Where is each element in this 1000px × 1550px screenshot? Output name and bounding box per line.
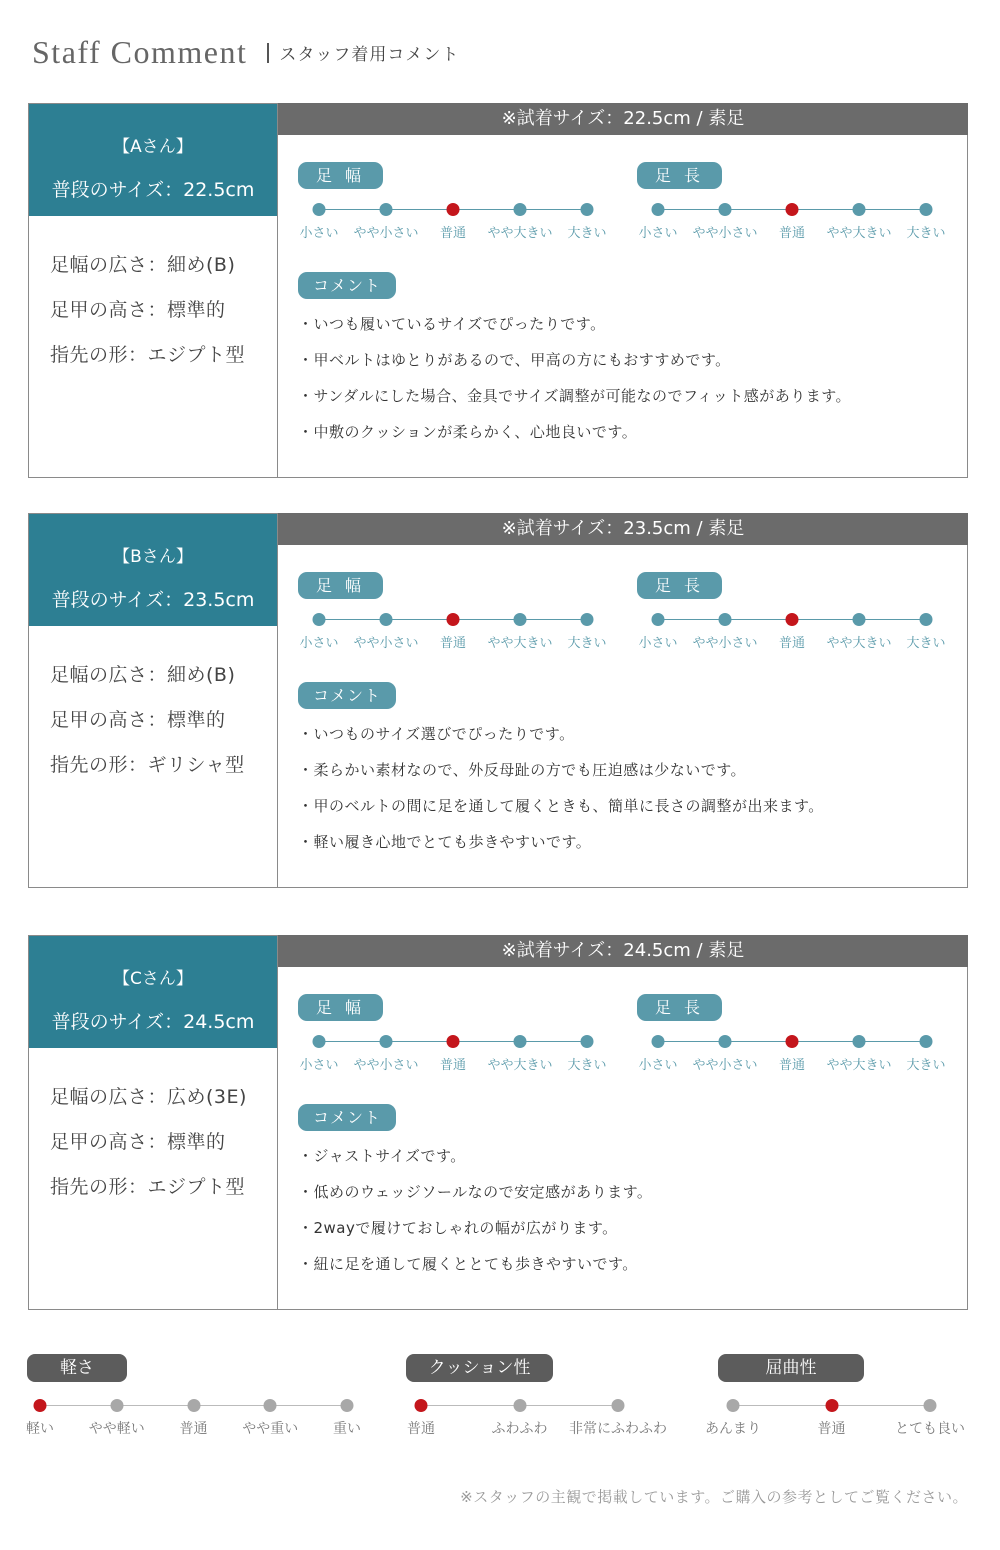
length-scale-dot <box>719 1035 732 1048</box>
width-scale-label: 小さい <box>299 226 339 241</box>
width-scale-dot <box>313 203 326 216</box>
width-scale-dot <box>447 203 460 216</box>
width-scale-label: やや小さい <box>353 636 419 651</box>
staff-card <box>28 513 968 888</box>
rating-scale-label: 普通 <box>407 1421 435 1437</box>
comment-item: ・低めのウェッジソールなので安定感があります。 <box>298 1183 653 1201</box>
length-scale <box>639 1035 949 1075</box>
length-scale-label: 小さい <box>638 636 678 651</box>
trial-size-bar: ※試着サイズ：22.5cm / 素足 <box>278 103 968 135</box>
rating-scale-label: とても良い <box>895 1421 965 1437</box>
staff-profile <box>29 514 278 887</box>
length-scale-dot <box>719 203 732 216</box>
staff-card <box>28 935 968 1310</box>
length-scale-label: 普通 <box>778 226 806 241</box>
length-scale-dot <box>652 1035 665 1048</box>
length-scale-dot <box>920 203 933 216</box>
length-scale-label: やや小さい <box>692 1058 758 1073</box>
length-scale-label: 普通 <box>778 1058 806 1073</box>
length-scale-dot <box>853 613 866 626</box>
width-scale-dot <box>380 203 393 216</box>
width-scale-label: 大きい <box>567 636 607 651</box>
width-scale-dot <box>581 203 594 216</box>
length-scale-dot <box>719 613 732 626</box>
length-scale-label: やや大きい <box>826 226 892 241</box>
rating-scale-label: ふわふわ <box>491 1421 548 1437</box>
staff-name: 【Aさん】 <box>113 137 193 157</box>
rating-title: 軽さ <box>27 1354 127 1382</box>
footnote: ※スタッフの主観で掲載しています。ご購入の参考としてご覧ください。 <box>460 1488 968 1506</box>
width-scale-label: 普通 <box>439 636 467 651</box>
rating-scale-label: やや軽い <box>88 1421 145 1437</box>
comment-list <box>298 1145 652 1289</box>
rating-scale-dot <box>825 1399 838 1412</box>
staff-badge <box>29 936 277 1048</box>
page-title: Staff Comment <box>32 34 248 70</box>
foot-spec: 指先の形：エジプト型 <box>50 1176 246 1198</box>
foot-spec: 足幅の広さ：広め(3E) <box>50 1086 247 1108</box>
width-scale-label: 小さい <box>299 636 339 651</box>
width-scale-label: やや小さい <box>353 1058 419 1073</box>
rating-scale-label: 普通 <box>817 1421 846 1437</box>
length-pill: 足 長 <box>637 994 722 1021</box>
comment-item: ・柔らかい素材なので、外反母趾の方でも圧迫感は少ないです。 <box>298 761 747 779</box>
comment-pill: コメント <box>298 1104 396 1131</box>
width-pill: 足 幅 <box>298 572 383 599</box>
length-scale <box>639 613 949 653</box>
width-scale-label: やや大きい <box>487 1058 553 1073</box>
length-scale-label: やや小さい <box>692 226 758 241</box>
staff-badge <box>29 104 277 216</box>
width-scale-dot <box>514 203 527 216</box>
staff-name: 【Bさん】 <box>113 547 193 567</box>
width-scale-label: やや小さい <box>353 226 419 241</box>
width-scale-dot <box>380 613 393 626</box>
length-scale-dot <box>652 613 665 626</box>
width-scale-label: 普通 <box>439 1058 467 1073</box>
fit-details <box>278 935 968 1308</box>
length-pill: 足 長 <box>637 162 722 189</box>
length-scale-dot <box>920 613 933 626</box>
width-scale-dot <box>447 1035 460 1048</box>
width-scale-dot <box>581 1035 594 1048</box>
comment-pill: コメント <box>298 682 396 709</box>
width-scale-label: やや大きい <box>487 636 553 651</box>
rating-title: クッション性 <box>406 1354 553 1382</box>
width-scale <box>300 203 610 243</box>
length-scale-label: 大きい <box>906 1058 946 1073</box>
width-pill: 足 幅 <box>298 994 383 1021</box>
length-scale-label: 大きい <box>906 226 946 241</box>
trial-size-bar: ※試着サイズ：23.5cm / 素足 <box>278 513 968 545</box>
rating-scale <box>0 1399 1000 1439</box>
comment-item: ・中敷のクッションが柔らかく、心地良いです。 <box>298 423 638 441</box>
width-scale-dot <box>447 613 460 626</box>
comment-item: ・いつものサイズ選びでぴったりです。 <box>298 725 575 743</box>
foot-specs <box>29 1048 277 1217</box>
comment-item: ・2wayで履けておしゃれの幅が広がります。 <box>298 1219 618 1237</box>
foot-spec: 足甲の高さ：標準的 <box>50 1131 226 1153</box>
length-scale-label: やや小さい <box>692 636 758 651</box>
length-pill: 足 長 <box>637 572 722 599</box>
usual-size: 普段のサイズ：24.5cm <box>51 1011 255 1033</box>
usual-size: 普段のサイズ：22.5cm <box>51 179 255 201</box>
length-scale-dot <box>652 203 665 216</box>
foot-spec: 足甲の高さ：標準的 <box>50 299 226 321</box>
width-scale-label: 普通 <box>439 226 467 241</box>
width-scale <box>300 1035 610 1075</box>
foot-specs <box>29 626 277 795</box>
length-scale-label: 小さい <box>638 226 678 241</box>
rating-scale-label: やや重い <box>242 1421 299 1437</box>
width-scale-label: 小さい <box>299 1058 339 1073</box>
length-scale-label: 大きい <box>906 636 946 651</box>
length-scale-label: やや大きい <box>826 1058 892 1073</box>
rating-scale-label: あんまり <box>705 1421 761 1437</box>
length-scale-label: やや大きい <box>826 636 892 651</box>
page-header <box>32 34 459 71</box>
width-scale-dot <box>514 1035 527 1048</box>
width-scale-label: やや大きい <box>487 226 553 241</box>
length-scale-dot <box>920 1035 933 1048</box>
staff-name: 【Cさん】 <box>113 969 193 989</box>
staff-card <box>28 103 968 478</box>
length-scale <box>639 203 949 243</box>
comment-pill: コメント <box>298 272 396 299</box>
width-scale-label: 大きい <box>567 1058 607 1073</box>
comment-item: ・ジャストサイズです。 <box>298 1147 466 1165</box>
length-scale-dot <box>853 203 866 216</box>
title-divider <box>267 43 269 63</box>
width-pill: 足 幅 <box>298 162 383 189</box>
staff-badge <box>29 514 277 626</box>
usual-size: 普段のサイズ：23.5cm <box>51 589 255 611</box>
comment-item: ・軽い履き心地でとても歩きやすいです。 <box>298 833 592 851</box>
length-scale-label: 普通 <box>778 636 806 651</box>
width-scale-dot <box>581 613 594 626</box>
foot-spec: 足幅の広さ：細め(B) <box>50 254 236 276</box>
foot-specs <box>29 216 277 385</box>
fit-details <box>278 513 968 886</box>
length-scale-dot <box>853 1035 866 1048</box>
staff-profile <box>29 104 278 477</box>
foot-spec: 足幅の広さ：細め(B) <box>50 664 236 686</box>
width-scale-dot <box>514 613 527 626</box>
rating-scale-label: 軽い <box>26 1421 54 1437</box>
comment-item: ・甲ベルトはゆとりがあるので、甲高の方にもおすすめです。 <box>298 351 731 369</box>
comment-item: ・いつも履いているサイズでぴったりです。 <box>298 315 606 333</box>
page-subtitle: スタッフ着用コメント <box>279 45 460 65</box>
rating-scale-dot <box>924 1399 937 1412</box>
length-scale-dot <box>786 203 799 216</box>
foot-spec: 指先の形：エジプト型 <box>50 344 246 366</box>
rating-scale-dot <box>727 1399 740 1412</box>
width-scale-label: 大きい <box>567 226 607 241</box>
length-scale-dot <box>786 1035 799 1048</box>
fit-details <box>278 103 968 476</box>
trial-size-bar: ※試着サイズ：24.5cm / 素足 <box>278 935 968 967</box>
comment-item: ・紐に足を通して履くととても歩きやすいです。 <box>298 1255 638 1273</box>
comment-item: ・甲のベルトの間に足を通して履くときも、簡単に長さの調整が出来ます。 <box>298 797 824 815</box>
width-scale-dot <box>313 1035 326 1048</box>
comment-item: ・サンダルにした場合、金具でサイズ調整が可能なのでフィット感があります。 <box>298 387 852 405</box>
width-scale <box>300 613 610 653</box>
rating-scale-label: 重い <box>333 1421 361 1437</box>
foot-spec: 足甲の高さ：標準的 <box>50 709 226 731</box>
staff-profile <box>29 936 278 1309</box>
comment-list <box>298 723 824 867</box>
width-scale-dot <box>313 613 326 626</box>
length-scale-dot <box>786 613 799 626</box>
width-scale-dot <box>380 1035 393 1048</box>
rating-scale-label: 普通 <box>179 1421 208 1437</box>
rating-title: 屈曲性 <box>718 1354 864 1382</box>
comment-list <box>298 313 851 457</box>
rating-scale-label: 非常にふわふわ <box>569 1421 667 1437</box>
foot-spec: 指先の形：ギリシャ型 <box>50 754 245 776</box>
length-scale-label: 小さい <box>638 1058 678 1073</box>
